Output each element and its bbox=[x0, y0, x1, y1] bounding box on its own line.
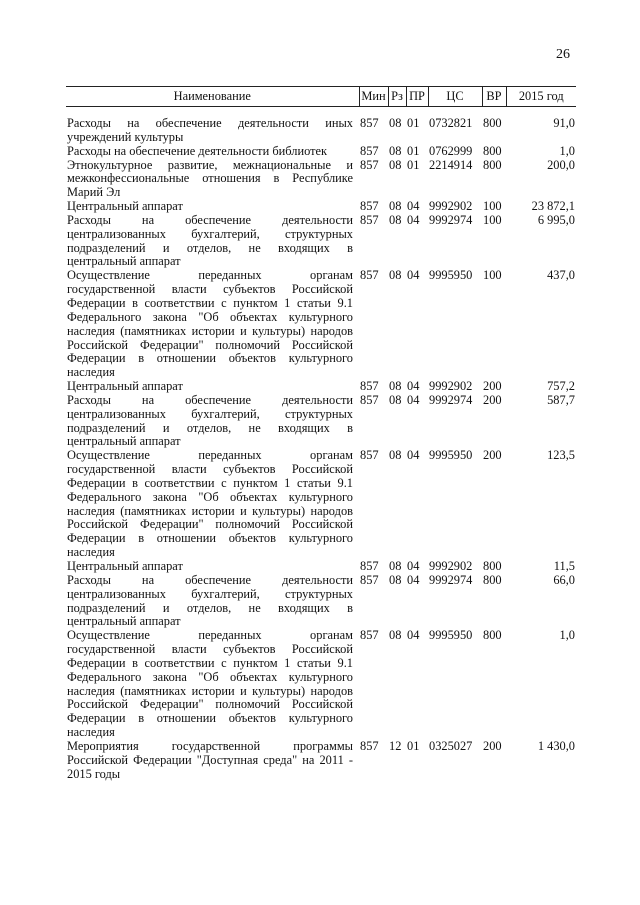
row-pr: 04 bbox=[407, 268, 420, 283]
table-row bbox=[66, 560, 576, 574]
table-body bbox=[66, 107, 576, 782]
row-pr: 04 bbox=[407, 448, 420, 463]
row-vr: 100 bbox=[483, 212, 502, 227]
row-min: 857 bbox=[360, 559, 379, 573]
header-vr: ВР bbox=[482, 87, 506, 107]
row-rz: 12 bbox=[389, 738, 402, 753]
row-rz: 08 bbox=[389, 572, 402, 587]
row-name: Центральный аппарат bbox=[67, 199, 183, 214]
table-row bbox=[66, 269, 576, 380]
row-rz: 08 bbox=[389, 379, 402, 394]
row-rz: 08 bbox=[389, 157, 402, 172]
row-cs: 9992974 bbox=[429, 212, 473, 227]
row-amount: 6 995,0 bbox=[537, 212, 575, 227]
row-amount: 23 872,1 bbox=[531, 199, 575, 214]
row-vr: 800 bbox=[483, 559, 502, 573]
row-amount: 1 430,0 bbox=[537, 738, 575, 753]
row-pr: 04 bbox=[407, 628, 420, 643]
row-pr: 04 bbox=[407, 392, 420, 407]
row-name: Центральный аппарат bbox=[67, 379, 183, 394]
budget-table bbox=[66, 86, 576, 782]
row-min: 857 bbox=[360, 212, 379, 227]
row-pr: 04 bbox=[407, 199, 420, 214]
row-name: Расходы на обеспечение деятельности централизованных бухгалтерий, структурных подразделений и отделов, не входящих в центральный аппарат bbox=[67, 572, 353, 629]
row-vr: 800 bbox=[483, 116, 502, 130]
row-name: Центральный аппарат bbox=[67, 559, 183, 573]
row-min: 857 bbox=[360, 448, 379, 463]
row-cs: 9995950 bbox=[429, 448, 473, 463]
row-pr: 01 bbox=[407, 143, 420, 158]
row-min: 857 bbox=[360, 392, 379, 407]
row-name: Расходы на обеспечение деятельности централизованных бухгалтерий, структурных подразделений и отделов, не входящих в центральный аппарат bbox=[67, 212, 353, 269]
row-cs: 2214914 bbox=[429, 157, 473, 172]
row-rz: 08 bbox=[389, 268, 402, 283]
row-amount: 91,0 bbox=[553, 116, 575, 130]
table-row bbox=[66, 214, 576, 269]
table-row bbox=[66, 107, 576, 145]
row-vr: 200 bbox=[483, 379, 502, 394]
row-cs: 0325027 bbox=[429, 738, 473, 753]
header-name: Наименование bbox=[66, 87, 359, 107]
row-name: Осуществление переданных органам государственной власти субъектов Российской Федерации в соответствии с пунктом 1 статьи 9.1 Федерального закона "Об объектах культурного наследия (памятниках истории и культуры) народов Российской Федерации" полномочий Российской Федерации в отношении объектов культурного наследия bbox=[67, 268, 353, 380]
row-rz: 08 bbox=[389, 199, 402, 214]
row-min: 857 bbox=[360, 268, 379, 283]
row-cs: 9995950 bbox=[429, 268, 473, 283]
row-amount: 1,0 bbox=[559, 143, 575, 158]
table-row bbox=[66, 740, 576, 782]
row-min: 857 bbox=[360, 157, 379, 172]
row-pr: 01 bbox=[407, 738, 420, 753]
header-amount: 2015 год bbox=[506, 87, 576, 107]
table-row bbox=[66, 574, 576, 629]
row-pr: 04 bbox=[407, 572, 420, 587]
row-amount: 437,0 bbox=[547, 268, 575, 283]
row-amount: 757,2 bbox=[547, 379, 575, 394]
row-name: Расходы на обеспечение деятельности централизованных бухгалтерий, структурных подразделений и отделов, не входящих в центральный аппарат bbox=[67, 392, 353, 449]
table-row bbox=[66, 449, 576, 560]
table-row bbox=[66, 380, 576, 394]
table-row bbox=[66, 145, 576, 159]
row-vr: 200 bbox=[483, 392, 502, 407]
row-vr: 100 bbox=[483, 199, 502, 214]
row-pr: 04 bbox=[407, 212, 420, 227]
row-rz: 08 bbox=[389, 212, 402, 227]
row-vr: 800 bbox=[483, 628, 502, 643]
row-vr: 800 bbox=[483, 157, 502, 172]
row-min: 857 bbox=[360, 116, 379, 130]
row-vr: 200 bbox=[483, 738, 502, 753]
row-name: Расходы на обеспечение деятельности библиотек bbox=[67, 143, 328, 158]
table-header-row bbox=[66, 87, 576, 107]
row-pr: 04 bbox=[407, 559, 420, 573]
table-row bbox=[66, 159, 576, 201]
row-cs: 9995950 bbox=[429, 628, 473, 643]
row-amount: 200,0 bbox=[547, 157, 575, 172]
header-min: Мин bbox=[359, 87, 388, 107]
row-pr: 01 bbox=[407, 157, 420, 172]
row-cs: 0762999 bbox=[429, 143, 473, 158]
table-row bbox=[66, 200, 576, 214]
row-min: 857 bbox=[360, 143, 379, 158]
row-pr: 04 bbox=[407, 379, 420, 394]
header-cs: ЦС bbox=[428, 87, 482, 107]
row-min: 857 bbox=[360, 572, 379, 587]
row-vr: 200 bbox=[483, 448, 502, 463]
row-rz: 08 bbox=[389, 628, 402, 643]
row-rz: 08 bbox=[389, 559, 402, 573]
row-name: Осуществление переданных органам государственной власти субъектов Российской Федерации в соответствии с пунктом 1 статьи 9.1 Федерального закона "Об объектах культурного наследия (памятниках истории и культуры) народов Российской Федерации" полномочий Российской Федерации в отношении объектов культурного наследия bbox=[67, 448, 353, 560]
header-pr: ПР bbox=[406, 87, 428, 107]
row-amount: 66,0 bbox=[553, 572, 575, 587]
row-amount: 11,5 bbox=[553, 559, 575, 573]
page-number: 26 bbox=[556, 47, 570, 62]
row-cs: 9992974 bbox=[429, 572, 473, 587]
row-rz: 08 bbox=[389, 392, 402, 407]
table-row bbox=[66, 394, 576, 449]
row-cs: 9992902 bbox=[429, 559, 473, 573]
row-min: 857 bbox=[360, 628, 379, 643]
row-name: Мероприятия государственной программы Российской Федерации "Доступная среда" на 2011 - 2015 годы bbox=[67, 738, 353, 781]
row-cs: 0732821 bbox=[429, 116, 473, 130]
row-amount: 1,0 bbox=[559, 628, 575, 643]
row-vr: 800 bbox=[483, 572, 502, 587]
table-row bbox=[66, 629, 576, 740]
row-pr: 01 bbox=[407, 116, 420, 130]
row-name: Этнокультурное развитие, межнациональные и межконфессиональные отношения в Республике Марий Эл bbox=[67, 157, 353, 200]
row-min: 857 bbox=[360, 738, 379, 753]
header-rz: Рз bbox=[388, 87, 406, 107]
row-cs: 9992902 bbox=[429, 379, 473, 394]
row-vr: 100 bbox=[483, 268, 502, 283]
row-rz: 08 bbox=[389, 116, 402, 130]
row-amount: 587,7 bbox=[547, 392, 575, 407]
row-amount: 123,5 bbox=[547, 448, 575, 463]
row-cs: 9992974 bbox=[429, 392, 473, 407]
row-rz: 08 bbox=[389, 448, 402, 463]
row-min: 857 bbox=[360, 199, 379, 214]
row-cs: 9992902 bbox=[429, 199, 473, 214]
row-name: Осуществление переданных органам государственной власти субъектов Российской Федерации в соответствии с пунктом 1 статьи 9.1 Федерального закона "Об объектах культурного наследия (памятниках истории и культуры) народов Российской Федерации" полномочий Российской Федерации в отношении объектов культурного наследия bbox=[67, 628, 353, 740]
row-vr: 800 bbox=[483, 143, 502, 158]
row-min: 857 bbox=[360, 379, 379, 394]
row-rz: 08 bbox=[389, 143, 402, 158]
row-name: Расходы на обеспечение деятельности иных учреждений культуры bbox=[67, 116, 353, 144]
